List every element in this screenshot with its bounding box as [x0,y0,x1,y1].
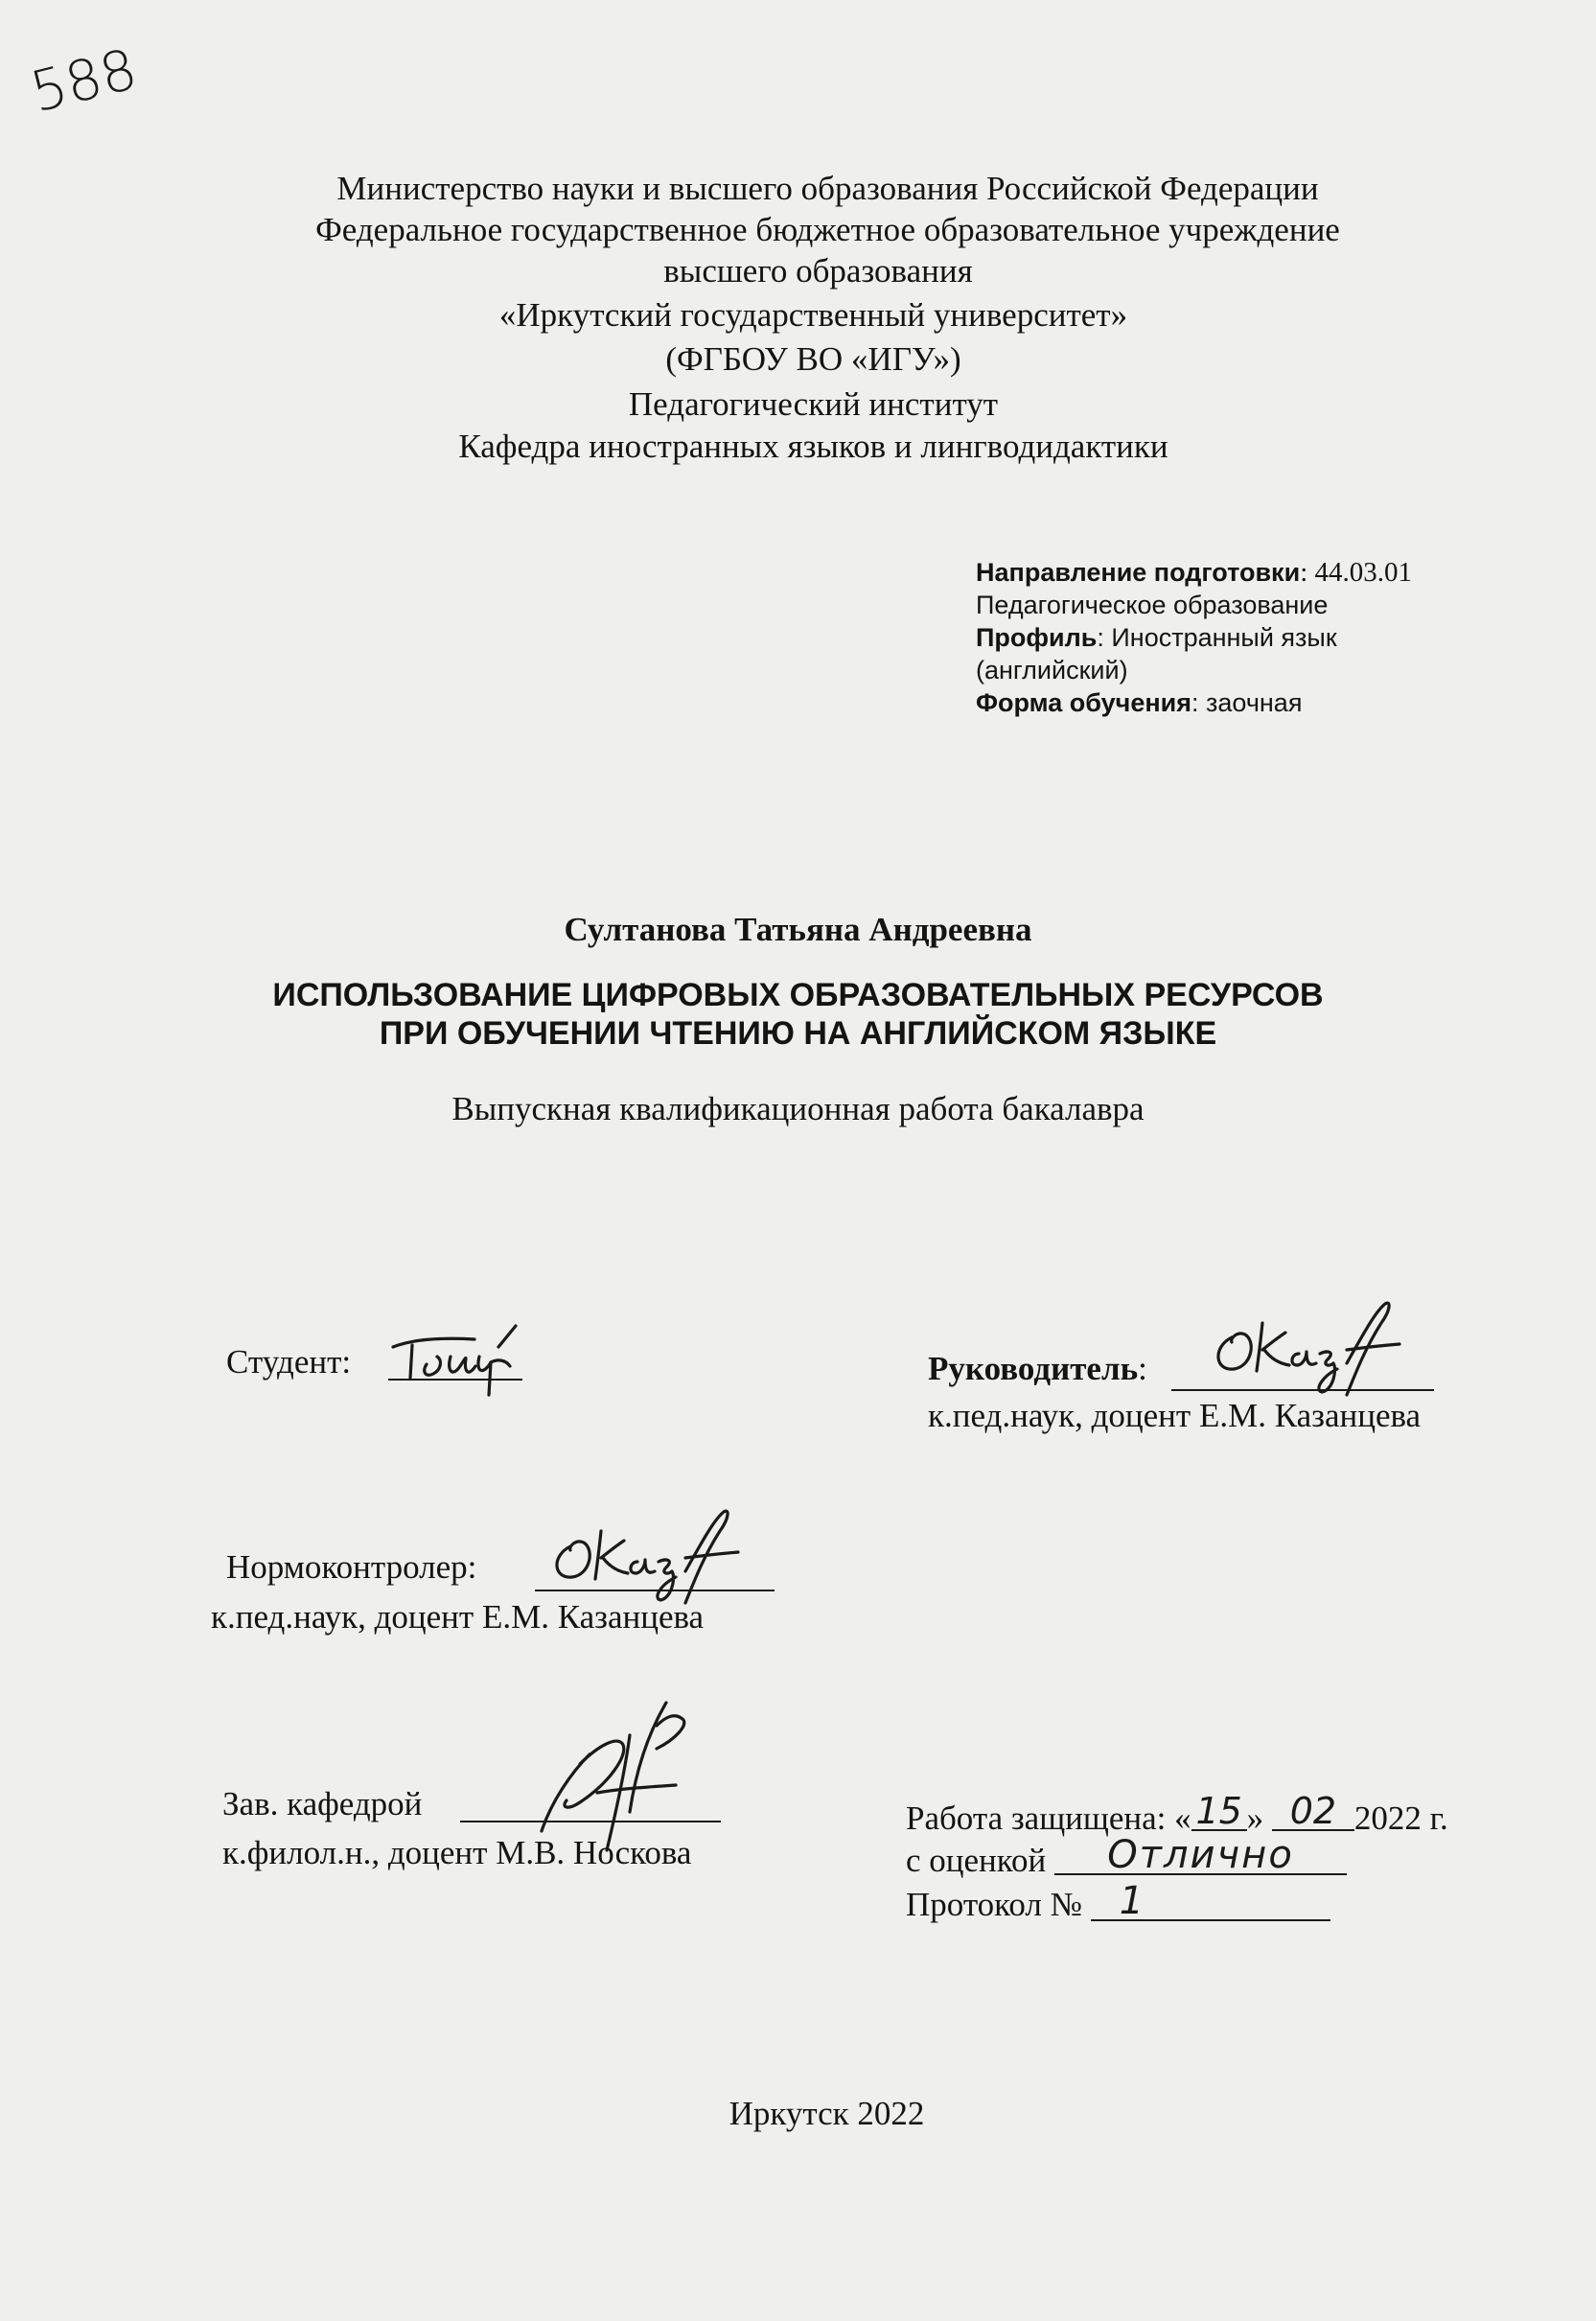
university-name-line: «Иркутский государственный университет» [498,296,1128,334]
defense-date-line [906,1790,1448,1837]
grade-label: с оценкой [906,1842,1047,1879]
protocol-label: Протокол № [906,1886,1083,1923]
institution-header [0,171,1596,465]
study-form-label: Форма обучения [976,688,1191,717]
university-abbr-line: (ФГБОУ ВО «ИГУ») [665,340,961,378]
normcontroller-info: к.пед.наук, доцент Е.М. Казанцева [211,1598,705,1636]
protocol-number: 1 [1091,1883,1330,1921]
defense-date-separator: » [1246,1799,1264,1837]
archive-mark: 588 [24,35,144,126]
normcontroller-label: Нормоконтролер: [226,1548,477,1586]
thesis-title-line2: ПРИ ОБУЧЕНИИ ЧТЕНИЮ НА АНГЛИЙСКОМ ЯЗЫКЕ [379,1015,1217,1052]
supervisor-label-wrap [928,1351,1147,1387]
head-of-dept-info: к.филол.н., доцент М.В. Носкова [222,1834,692,1871]
author-name: Султанова Татьяна Андреевна [564,911,1032,948]
supervisor-label: Руководитель [928,1350,1139,1387]
student-signature [383,1318,575,1404]
supervisor-signature [1203,1294,1433,1400]
profile-value: : Иностранный язык [1097,623,1337,652]
study-form-value: : заочная [1191,688,1303,717]
city-year: Иркутск 2022 [729,2095,925,2132]
specialization-block [976,556,1412,719]
defense-day: 15 [1191,1793,1247,1831]
work-type: Выпускная квалификационная работа бакалавра [451,1090,1145,1127]
institution-type-line: Федеральное государственное бюджетное образовательное учреждение [315,211,1340,248]
education-level-line: высшего образования [663,252,973,290]
profile-label: Профиль [976,623,1098,652]
direction-label: Направление подготовки [976,558,1301,587]
thesis-title-line1: ИСПОЛЬЗОВАНИЕ ЦИФРОВЫХ ОБРАЗОВАТЕЛЬНЫХ РЕСУРСОВ [272,977,1324,1013]
head-of-dept-label: Зав. кафедрой [222,1785,423,1822]
protocol-line [906,1879,1330,1923]
defense-month: 02 [1272,1793,1354,1831]
grade-value: Отлично [1054,1837,1347,1875]
grade-line [906,1833,1347,1879]
department-line: Кафедра иностранных языков и лингводидактики [458,428,1168,465]
student-label: Студент: [226,1343,352,1381]
normcontroller-signature [542,1500,772,1606]
direction-name: Педагогическое образование [976,591,1329,619]
thesis-title [0,976,1596,1053]
defense-year: 2022 г. [1353,1799,1448,1837]
defense-label: Работа защищена: « [906,1799,1191,1837]
ministry-line: Министерство науки и высшего образования Российской Федерации [336,170,1319,207]
supervisor-info: к.пед.наук, доцент Е.М. Казанцева [928,1397,1422,1434]
direction-code: : 44.03.01 [1300,557,1412,588]
supervisor-colon: : [1138,1350,1147,1387]
institute-line: Педагогический институт [628,385,999,423]
profile-value-cont: (английский) [976,656,1128,685]
